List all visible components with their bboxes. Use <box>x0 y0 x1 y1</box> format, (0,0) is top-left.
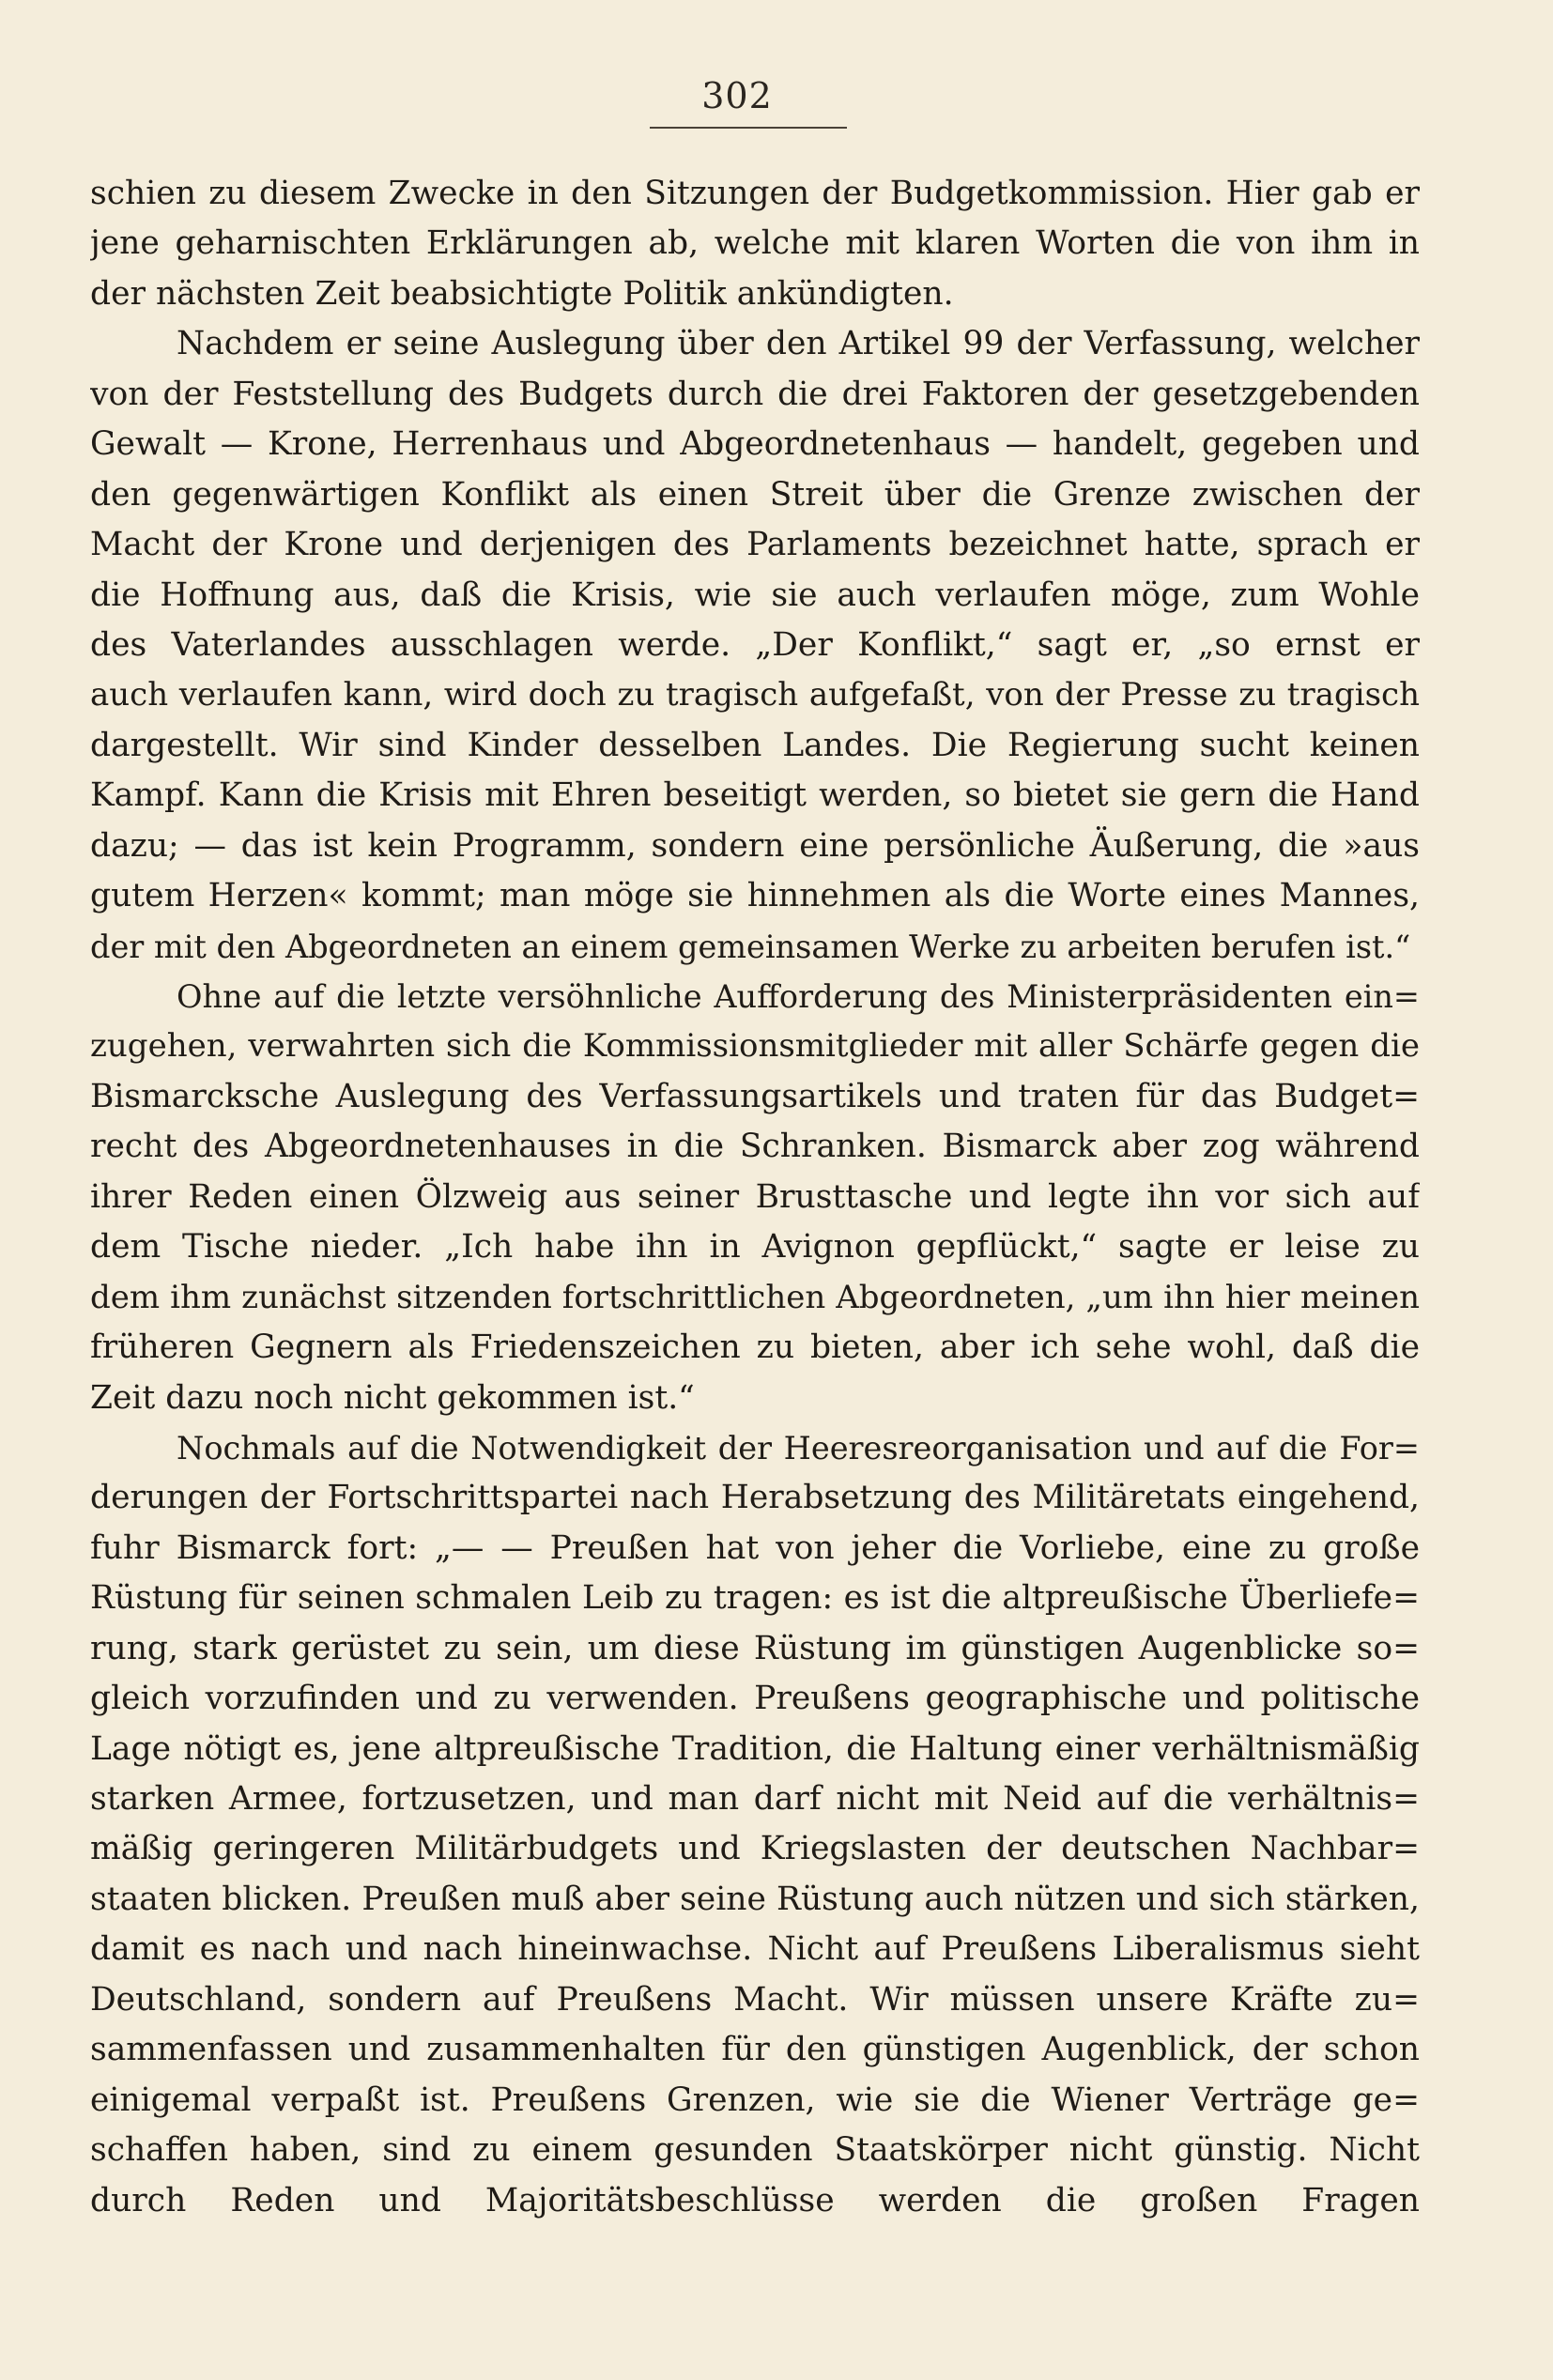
text-line: einigemal verpaßt ist. Preußens Grenzen, wie sie die Wiener Verträge ge= <box>90 2081 1420 2119</box>
text-line: der mit den Abgeordneten an einem gemeinsamen Werke zu arbeiten berufen ist.“ <box>90 928 1411 965</box>
text-line: derungen der Fortschrittspartei nach Herabsetzung des Militäretats eingehend, <box>90 1479 1420 1517</box>
text-line: dargestellt. Wir sind Kinder desselben Landes. Die Regierung sucht keinen <box>90 726 1420 764</box>
text-line: fuhr Bismarck fort: „— — Preußen hat von jeher die Vorliebe, eine zu große <box>90 1528 1420 1567</box>
body-text <box>90 169 1420 2226</box>
text-line: Lage nötigt es, jene altpreußische Tradition, die Haltung einer verhältnismäßig <box>90 1729 1420 1768</box>
page-number-rule <box>650 127 847 129</box>
text-line: Deutschland, sondern auf Preußens Macht. Wir müssen unsere Kräfte zu= <box>90 1980 1420 2019</box>
text-line: Gewalt — Krone, Herrenhaus und Abgeordnetenhaus — handelt, gegeben und <box>90 425 1420 464</box>
text-line: Ohne auf die letzte versöhnliche Aufforderung des Ministerpräsidenten ein= <box>177 978 1420 1015</box>
text-line: jene geharnischten Erklärungen ab, welche mit klaren Worten die von ihm in <box>90 224 1420 263</box>
text-line: schaffen haben, sind zu einem gesunden Staatskörper nicht günstig. Nicht <box>90 2131 1420 2170</box>
text-line: Bismarcksche Auslegung des Verfassungsartikels und traten für das Budget= <box>90 1077 1420 1115</box>
text-line: der nächsten Zeit beabsichtigte Politik ankündigten. <box>90 274 954 313</box>
text-line: auch verlaufen kann, wird doch zu tragisch aufgefaßt, von der Presse zu tragisch <box>90 676 1420 714</box>
text-line: mäßig geringeren Militärbudgets und Kriegslasten der deutschen Nachbar= <box>90 1830 1420 1868</box>
text-line: recht des Abgeordnetenhauses in die Schranken. Bismarck aber zog während <box>90 1128 1420 1166</box>
text-line: staaten blicken. Preußen muß aber seine Rüstung auch nützen und sich stärken, <box>90 1880 1420 1918</box>
text-line: sammenfassen und zusammenhalten für den günstigen Augenblick, der schon <box>90 2031 1420 2069</box>
text-line: Kampf. Kann die Krisis mit Ehren beseitigt werden, so bietet sie gern die Hand <box>90 776 1420 815</box>
text-line: dem ihm zunächst sitzenden fortschrittlichen Abgeordneten, „um ihn hier meinen <box>90 1278 1420 1316</box>
text-line: früheren Gegnern als Friedenszeichen zu bieten, aber ich sehe wohl, daß die <box>90 1328 1420 1367</box>
text-line: Rüstung für seinen schmalen Leib zu tragen: es ist die altpreußische Überliefe= <box>90 1579 1420 1618</box>
text-line: gleich vorzufinden und zu verwenden. Preußens geographische und politische <box>90 1680 1420 1718</box>
text-line: Macht der Krone und derjenigen des Parlaments bezeichnet hatte, sprach er <box>90 526 1420 564</box>
text-line: von der Feststellung des Budgets durch die drei Faktoren der gesetzgebenden <box>90 375 1420 413</box>
page-number: 302 <box>701 75 773 116</box>
text-line: ihrer Reden einen Ölzweig aus seiner Brusttasche und legte ihn vor sich auf <box>90 1177 1420 1216</box>
text-line: schien zu diesem Zwecke in den Sitzungen der Budgetkommission. Hier gab er <box>90 175 1420 212</box>
text-line: gutem Herzen« kommt; man möge sie hinnehmen als die Worte eines Mannes, <box>90 877 1420 915</box>
text-line: dem Tische nieder. „Ich habe ihn in Avignon gepflückt,“ sagte er leise zu <box>90 1228 1420 1267</box>
text-line: die Hoffnung aus, daß die Krisis, wie sie auch verlaufen möge, zum Wohle <box>90 576 1420 614</box>
text-line: des Vaterlandes ausschlagen werde. „Der Konflikt,“ sagt er, „so ernst er <box>90 625 1420 664</box>
text-line: starken Armee, fortzusetzen, und man darf nicht mit Neid auf die verhältnis= <box>90 1780 1420 1818</box>
text-line: damit es nach und nach hineinwachse. Nicht auf Preußens Liberalismus sieht <box>90 1930 1420 1969</box>
text-line: den gegenwärtigen Konflikt als einen Streit über die Grenze zwischen der <box>90 475 1420 514</box>
text-line: Nachdem er seine Auslegung über den Artikel 99 der Verfassung, welcher <box>177 325 1420 363</box>
text-line: durch Reden und Majoritätsbeschlüsse werden die großen Fragen <box>90 2181 1420 2219</box>
text-line: rung, stark gerüstet zu sein, um diese Rüstung im günstigen Augenblicke so= <box>90 1629 1420 1667</box>
text-line: zugehen, verwahrten sich die Kommissionsmitglieder mit aller Schärfe gegen die <box>90 1027 1420 1066</box>
text-line: Nochmals auf die Notwendigkeit der Heeresreorganisation und auf die For= <box>177 1429 1420 1466</box>
text-line: Zeit dazu noch nicht gekommen ist.“ <box>90 1378 695 1417</box>
text-line: dazu; — das ist kein Programm, sondern eine persönliche Äußerung, die »aus <box>90 826 1420 865</box>
